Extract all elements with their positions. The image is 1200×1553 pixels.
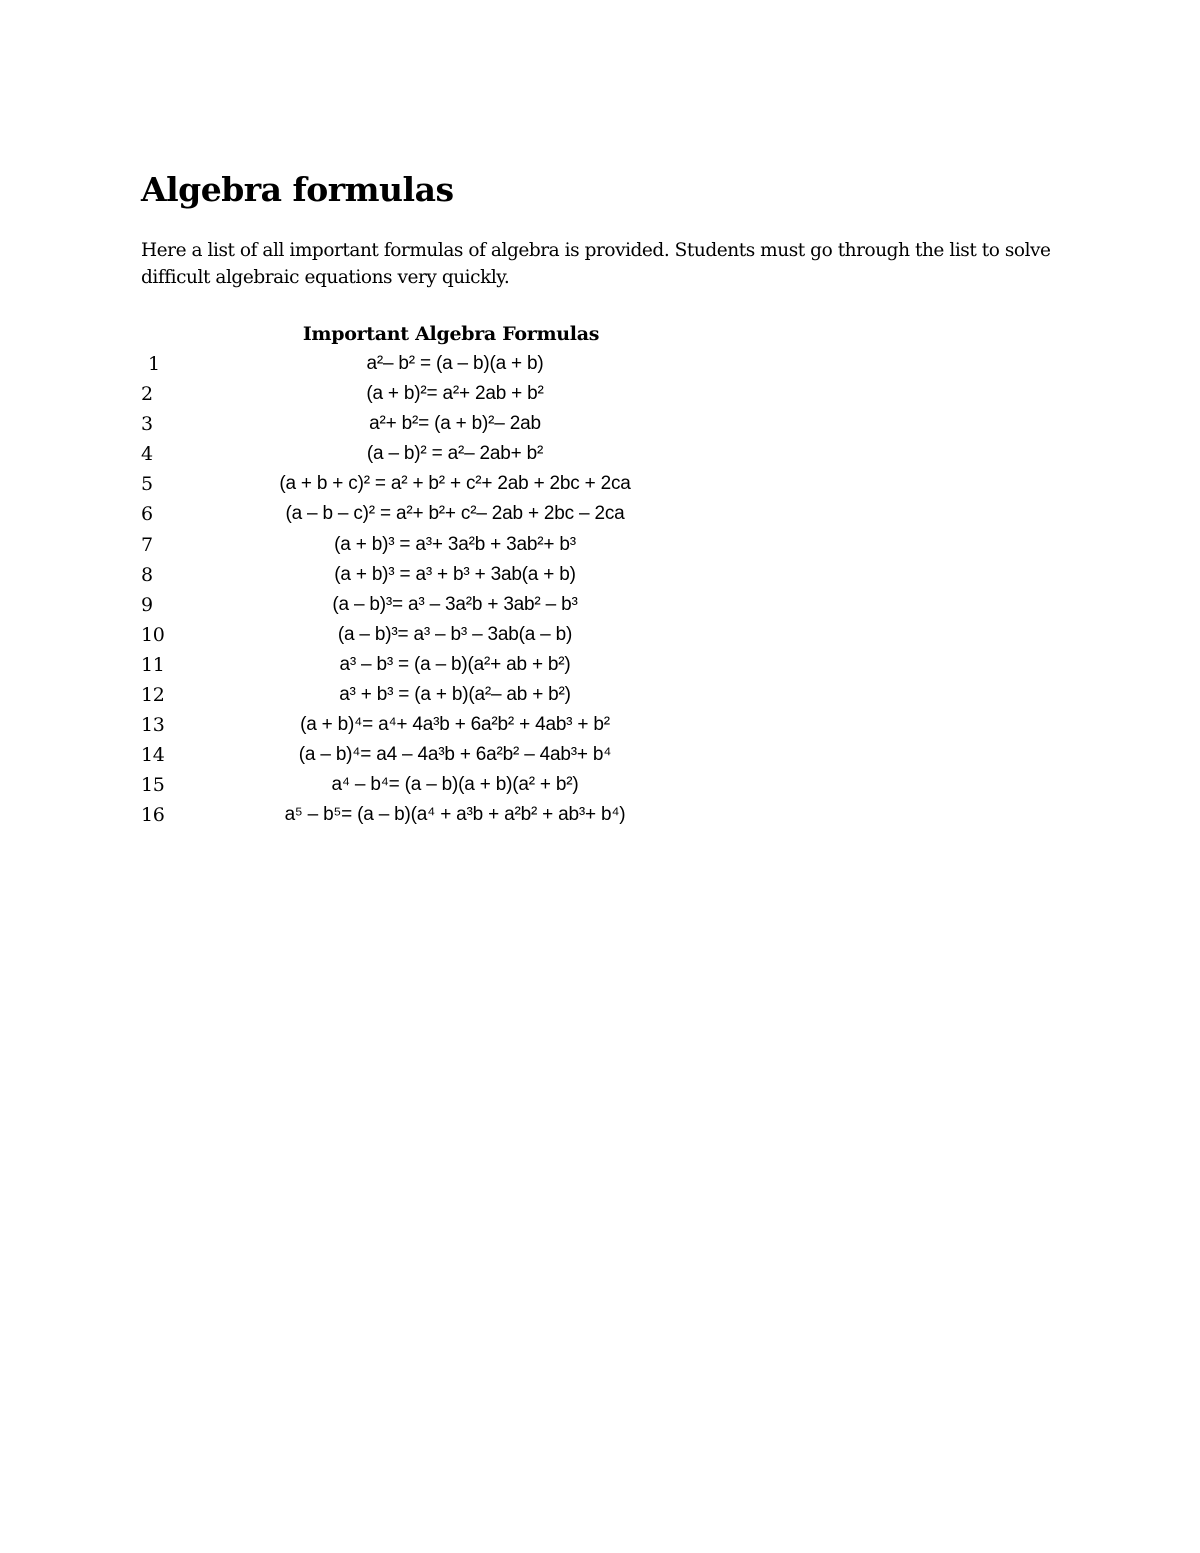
formula-number: 2 — [141, 383, 153, 406]
document-title: Algebra formulas — [141, 170, 454, 209]
formula-expression: (a – b)³= a³ – b³ – 3ab(a – b) — [337, 623, 573, 645]
formula-number: 9 — [141, 593, 153, 616]
intro-paragraph: Here a list of all important formulas of algebra is provided. Students must go through the list to solve difficult algebraic equations very quickly. — [141, 240, 1051, 288]
formula-row — [141, 680, 761, 710]
formula-table-heading: Important Algebra Formulas — [302, 323, 600, 345]
formula-number: 11 — [141, 653, 165, 676]
formula-number: 10 — [141, 623, 165, 646]
formula-expression: (a + b + c)² = a² + b² + c²+ 2ab + 2bc + 2ca — [279, 473, 631, 495]
formula-number: 1 — [148, 353, 160, 375]
formula-row — [141, 770, 761, 800]
formula-row — [141, 379, 761, 409]
formula-row — [141, 499, 761, 529]
formula-row — [141, 469, 761, 499]
formula-row — [141, 650, 761, 680]
formula-expression: a³ – b³ = (a – b)(a²+ ab + b²) — [339, 653, 571, 675]
formula-expression: a⁴ – b⁴= (a – b)(a + b)(a² + b²) — [331, 774, 579, 796]
formula-number: 15 — [141, 774, 165, 797]
formula-row — [141, 560, 761, 590]
formula-number: 14 — [141, 744, 165, 767]
formula-expression: (a – b – c)² = a²+ b²+ c²– 2ab + 2bc – 2ca — [285, 503, 625, 525]
formula-expression: (a – b)⁴= a4 – 4a³b + 6a²b² – 4ab³+ b⁴ — [298, 744, 612, 766]
formula-number: 3 — [141, 413, 153, 436]
formula-expression: a⁵ – b⁵= (a – b)(a⁴ + a³b + a²b² + ab³+ b⁴) — [284, 804, 626, 826]
formula-row — [141, 590, 761, 620]
formula-expression: (a + b)⁴= a⁴+ 4a³b + 6a²b² + 4ab³ + b² — [300, 714, 610, 736]
formula-number: 7 — [141, 533, 153, 556]
formula-number: 6 — [141, 503, 153, 526]
formula-number: 4 — [141, 443, 153, 466]
formula-number: 16 — [141, 804, 165, 827]
formula-row — [141, 620, 761, 650]
formula-number: 12 — [141, 684, 165, 707]
formula-row — [141, 710, 761, 740]
formula-expression: (a + b)³ = a³ + b³ + 3ab(a + b) — [334, 563, 576, 585]
formula-row — [141, 439, 761, 469]
formula-expression: (a – b)² = a²– 2ab+ b² — [366, 443, 544, 465]
formula-expression: a³ + b³ = (a + b)(a²– ab + b²) — [339, 684, 571, 706]
formula-expression: a²+ b²= (a + b)²– 2ab — [369, 413, 541, 435]
formula-expression: (a + b)²= a²+ 2ab + b² — [366, 383, 544, 405]
formula-row — [141, 409, 761, 439]
formula-number: 5 — [141, 473, 153, 496]
formula-row — [141, 530, 761, 560]
formula-row — [141, 740, 761, 770]
formula-row — [141, 349, 761, 379]
formula-expression: a²– b² = (a – b)(a + b) — [366, 353, 544, 374]
formula-table — [141, 349, 761, 831]
formula-number: 8 — [141, 563, 153, 586]
formula-row — [141, 800, 761, 830]
formula-expression: (a + b)³ = a³+ 3a²b + 3ab²+ b³ — [334, 533, 576, 555]
formula-number: 13 — [141, 714, 165, 737]
formula-expression: (a – b)³= a³ – 3a²b + 3ab² – b³ — [332, 593, 578, 615]
